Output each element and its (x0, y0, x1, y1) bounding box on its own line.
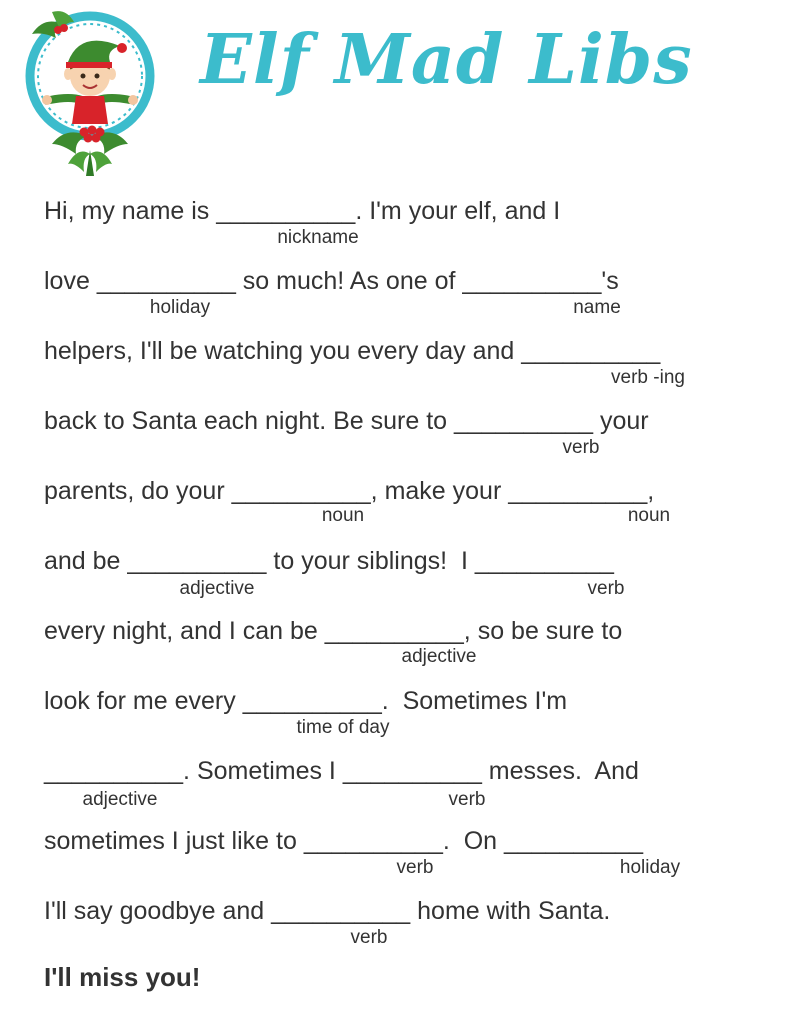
elf-icon (22, 4, 162, 184)
hint-label: adjective (82, 789, 158, 810)
closing-text: I'll miss you! (44, 962, 201, 992)
hint-label: adjective (179, 578, 255, 599)
story-line: parents, do your __________, make your __________, (44, 477, 655, 505)
hint-label: verb (448, 789, 486, 810)
story-line: back to Santa each night. Be sure to __________ your (44, 407, 649, 435)
hint-label: name (573, 297, 621, 318)
hint-label: holiday (149, 297, 211, 318)
hint-label: adjective (401, 646, 477, 667)
blank: __________ (454, 407, 594, 435)
story-line: I'll say goodbye and __________ home with Santa. (44, 897, 611, 925)
story-line: every night, and I can be __________, so be sure to (44, 617, 623, 645)
hint-label: verb (587, 578, 625, 599)
hint-label: holiday (619, 857, 681, 878)
story-line: love __________ so much! As one of __________'s (44, 267, 619, 295)
blank: __________ (127, 547, 267, 575)
story-line: sometimes I just like to __________. On __________ (44, 827, 644, 855)
blank: __________ (342, 757, 482, 785)
story-line: __________. Sometimes I __________ messes. And (44, 757, 639, 785)
hint-label: verb (350, 927, 388, 948)
blank: __________ (242, 687, 382, 715)
hint-label: nickname (277, 227, 359, 248)
story-line: and be __________ to your siblings! I __________ (44, 547, 614, 575)
story-line: helpers, I'll be watching you every day and __________ (44, 337, 661, 365)
hint-label: verb -ing (611, 367, 685, 388)
hint-label: verb (562, 437, 600, 458)
blank: __________ (231, 477, 371, 505)
page-title: Elf Mad Libs (200, 20, 693, 100)
blank: __________ (271, 897, 411, 925)
blank: __________ (521, 337, 661, 365)
hint-label: time of day (296, 717, 390, 738)
blank: __________ (462, 267, 602, 295)
blank: __________ (216, 197, 356, 225)
blank: __________ (303, 827, 443, 855)
blank: __________ (474, 547, 614, 575)
hint-label: noun (627, 505, 671, 526)
blank: __________ (508, 477, 648, 505)
blank: __________ (96, 267, 236, 295)
hint-label: noun (321, 505, 365, 526)
hint-label: verb (396, 857, 434, 878)
story-line: Hi, my name is __________. I'm your elf, and I (44, 197, 561, 225)
blank: __________ (44, 757, 184, 785)
blank: __________ (324, 617, 464, 645)
story-line: look for me every __________. Sometimes I'm (44, 687, 568, 715)
blank: __________ (504, 827, 644, 855)
